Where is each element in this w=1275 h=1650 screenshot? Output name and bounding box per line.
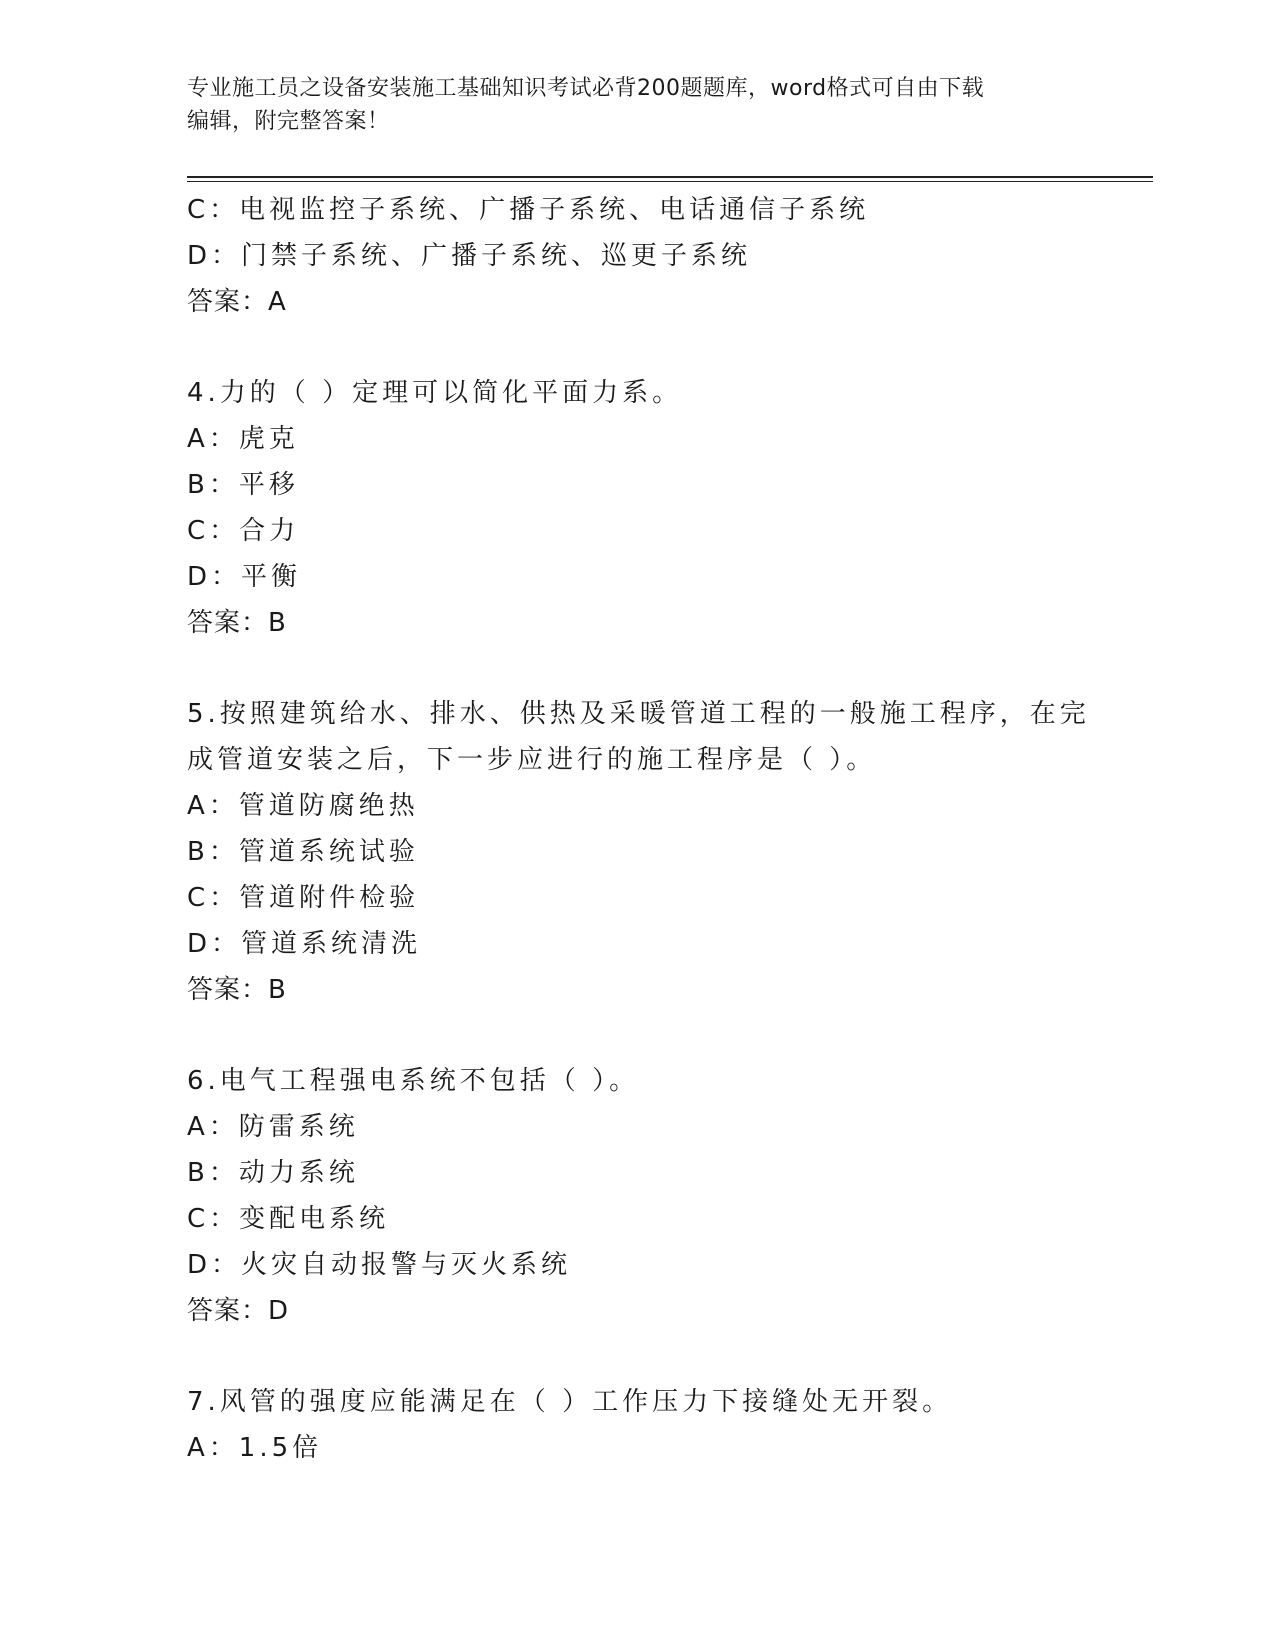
question-6-option-c: C：变配电系统 bbox=[187, 1204, 390, 1234]
header-title-line-2: 编辑，附完整答案！ bbox=[187, 109, 390, 134]
question-6 bbox=[187, 1058, 1087, 1334]
question-5-stem-line-1: 5.按照建筑给水、排水、供热及采暖管道工程的一般施工程序，在完 bbox=[187, 699, 1090, 729]
question-5-answer: 答案：B bbox=[187, 975, 287, 1005]
question-4 bbox=[187, 370, 1087, 646]
question-5-option-d: D：管道系统清洗 bbox=[187, 929, 422, 959]
question-list bbox=[187, 187, 1090, 1471]
header-title-line-1: 专业施工员之设备安装施工基础知识考试必背200题题库，word格式可自由下载 bbox=[187, 76, 985, 101]
question-6-answer: 答案：D bbox=[187, 1296, 290, 1326]
question-3-remainder bbox=[187, 187, 1087, 325]
question-7 bbox=[187, 1379, 1087, 1471]
question-7-stem: 7.风管的强度应能满足在（ ）工作压力下接缝处无开裂。 bbox=[187, 1387, 953, 1417]
question-6-option-b: B：动力系统 bbox=[187, 1158, 359, 1188]
question-4-option-a: A：虎克 bbox=[187, 424, 299, 454]
question-6-option-a: A：防雷系统 bbox=[187, 1112, 359, 1142]
question-4-option-d: D：平衡 bbox=[187, 562, 302, 592]
question-5 bbox=[187, 691, 1090, 1013]
question-6-option-d: D：火灾自动报警与灭火系统 bbox=[187, 1250, 572, 1280]
question-3-option-c: C：电视监控子系统、广播子系统、电话通信子系统 bbox=[187, 195, 870, 225]
question-3-option-d: D：门禁子系统、广播子系统、巡更子系统 bbox=[187, 241, 752, 271]
question-spacer bbox=[187, 646, 1087, 691]
question-6-stem: 6.电气工程强电系统不包括（ ）。 bbox=[187, 1066, 640, 1096]
question-5-stem-line-2: 成管道安装之后，下一步应进行的施工程序是（ ）。 bbox=[187, 745, 877, 775]
question-5-option-a: A：管道防腐绝热 bbox=[187, 791, 419, 821]
question-4-option-c: C：合力 bbox=[187, 516, 300, 546]
question-4-answer: 答案：B bbox=[187, 608, 287, 638]
header-divider-thick bbox=[187, 176, 1153, 178]
document-header bbox=[187, 72, 1067, 138]
question-7-option-a: A：1.5倍 bbox=[187, 1433, 323, 1463]
question-spacer bbox=[187, 325, 1087, 370]
question-4-option-b: B：平移 bbox=[187, 470, 299, 500]
question-spacer bbox=[187, 1013, 1087, 1058]
question-5-option-c: C：管道附件检验 bbox=[187, 883, 420, 913]
header-divider-thin bbox=[187, 181, 1153, 182]
question-5-option-b: B：管道系统试验 bbox=[187, 837, 419, 867]
question-spacer bbox=[187, 1334, 1087, 1379]
question-4-stem: 4.力的（ ）定理可以简化平面力系。 bbox=[187, 378, 683, 408]
question-3-answer: 答案：A bbox=[187, 287, 287, 317]
